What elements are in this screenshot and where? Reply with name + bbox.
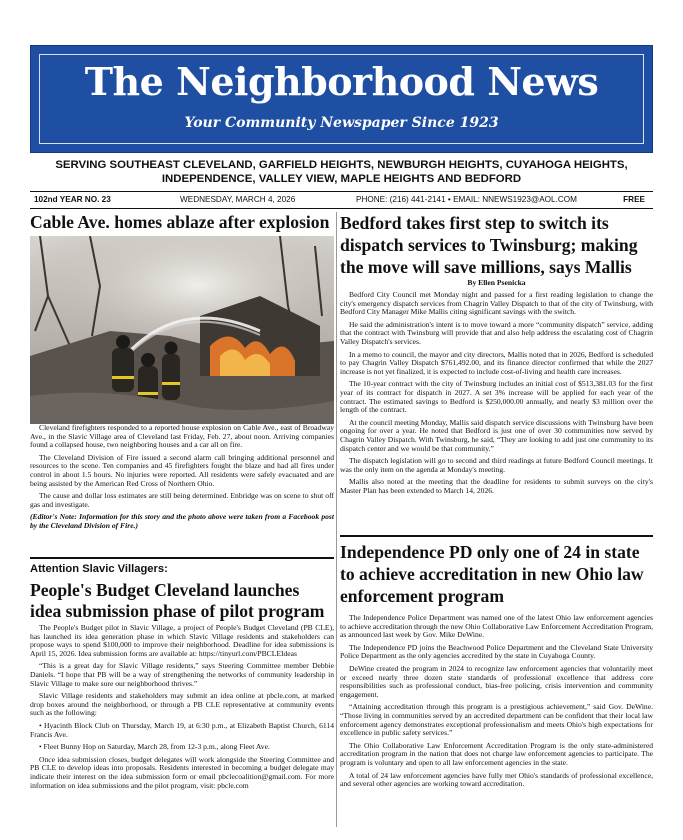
police-paragraph: “Attaining accreditation through this program is a prestigious achievement,” said Gov. DeWine. “Those living in communities served by an accredited department can be confident that their local law enforcement agency demonstrates exceptional professionalism and meets Ohio's high expectations for excellence in public safety services.”	[340, 702, 653, 738]
dispatch-paragraph: In a memo to council, the mayor and city directors, Mallis noted that in 2026, Bedford is scheduled to pay Chagrin Valley Dispatch $761,492.00, and its finance director confirmed that while the 2027 increase is not yet finalized, it is expected to include cost-of-living and health care increases.	[340, 349, 653, 376]
newspaper-tagline: Your Community Newspaper Since 1923	[184, 115, 499, 131]
budget-paragraph: The People's Budget pilot in Slavic Village, a project of People's Budget Cleveland (PB CLE), has launched its idea generation phase in which Slavic Village residents and stakeholders can propose ways to spend $100,000 to improve their neighborhood. Deadline for idea submissions is April 15, 2026. Idea submission forms are available at: https://tinyurl.com/PBCLEIdeas	[30, 623, 334, 658]
police-story-headline: Independence PD only one of 24 in state to achieve accreditation in new Ohio law enforcement program	[340, 542, 644, 606]
dateline-bar	[30, 191, 653, 209]
police-paragraph: DeWine created the program in 2024 to recognize law enforcement agencies that voluntarily meet or exceed nearly three dozen state standards of professional excellence that address core responsibilities such as professional conduct, bias-free policing, crisis intervention and community engagement.	[340, 663, 653, 699]
dispatch-paragraph: Bedford City Council met Monday night and passed for a first reading legislation to change the city's emergency dispatch services from Chagrin Valley Dispatch to that of the city of Twinsburg, with Bedford City Manager Mike Mallis citing significant savings with the switch.	[340, 290, 653, 317]
section-rule	[340, 535, 653, 537]
police-paragraph: The Ohio Collaborative Law Enforcement Accreditation Program is the only state-administered accreditation program in the nation that does not charge law enforcement agencies to participate. The program is voluntary and open to all law enforcement agencies in the state.	[340, 740, 653, 767]
editors-note: (Editor's Note: Information for this story and the photo above were taken from a Facebook post by the Cleveland Division of Fire.)	[30, 512, 334, 530]
dispatch-story-headline: Bedford takes first step to switch its dispatch services to Twinsburg; making the move will save millions, says Mallis	[340, 213, 638, 277]
newspaper-title: The Neighborhood News	[84, 59, 599, 104]
police-story-body	[340, 614, 653, 793]
police-paragraph: A total of 24 law enforcement agencies have fully met Ohio's standards of professional excellence, and several other agencies are working toward accreditation.	[340, 770, 653, 789]
dispatch-paragraph: The 10-year contract with the city of Twinsburg includes an initial cost of $513,381.03 for the first year of its contract for dispatch in 2027. A set 3% increase will be applied for each year of the contract. The estimated savings to Bedford is $250,000.00 annually, and nearly $3 million over the length of the contract.	[340, 379, 653, 415]
column-divider	[336, 212, 337, 827]
contact-info: PHONE: (216) 441-2141 • EMAIL: NNEWS1923@AOL.COM	[356, 195, 577, 204]
budget-story-body	[30, 624, 334, 794]
budget-event-item: • Hyacinth Block Club on Thursday, March 19, at 6:30 p.m., at Elizabeth Baptist Church, 6114 Francis Ave.	[30, 720, 334, 739]
year-issue-number: 102nd YEAR NO. 23	[34, 195, 111, 204]
budget-paragraph: Once idea submission closes, budget delegates will work alongside the Steering Committee and PB CLE to develop ideas into proposals. Residents interested in becoming a budget delegate may indicate their interest on the idea submission form or email pbclecoalition@gmail.com. For more information on idea submissions and the pilot program, visit: pbcle.com	[30, 754, 334, 790]
dispatch-paragraph: The dispatch legislation will go to second and third readings at future Bedford Council meetings. It was the only item on the agenda at Monday's meeting.	[340, 456, 653, 474]
fire-paragraph: The cause and dollar loss estimates are still being determined. Enbridge was on scene to shut off gas and investigate.	[30, 491, 334, 509]
budget-paragraph: Slavic Village residents and stakeholders may submit an idea online at pbcle.com, at marked drop boxes around the neighborhood, or through a PB CLE representative at community events such as the following:	[30, 691, 334, 718]
masthead	[30, 45, 653, 153]
dispatch-byline: By Ellen Psenicka	[467, 278, 526, 287]
police-paragraph: The Independence Police Department was named one of the latest Ohio law enforcement agencies to achieve accreditation through the new Ohio Collaborative Law Enforcement Accreditation Program, as announced last week by Gov. Mike DeWine.	[340, 613, 653, 640]
police-paragraph: The Independence PD joins the Beachwood Police Department and the Cleveland State University Police Department as the only agencies accredited by the state in Cuyahoga County.	[340, 642, 653, 661]
budget-kicker: Attention Slavic Villagers:	[30, 563, 168, 575]
price-label: FREE	[623, 195, 645, 204]
coverage-area-line: SERVING SOUTHEAST CLEVELAND, GARFIELD HEIGHTS, NEWBURGH HEIGHTS, CUYAHOGA HEIGHTS, INDEPENDENCE, VALLEY VIEW, MAPLE HEIGHTS AND BEDFORD	[55, 159, 628, 185]
budget-story-headline: People's Budget Cleveland launches idea submission phase of pilot program	[30, 580, 325, 621]
fire-paragraph: Cleveland firefighters responded to a reported house explosion on Cable Ave., east of Broadway Ave., in the Slavic Village area of Cleveland last Friday, Feb. 27, about noon. Arriving companies found a collapsed house, two neighboring houses and a car all on fire.	[30, 423, 334, 450]
fire-story-headline: Cable Ave. homes ablaze after explosion	[30, 212, 330, 232]
section-rule	[30, 557, 334, 559]
issue-date: WEDNESDAY, MARCH 4, 2026	[180, 195, 296, 204]
budget-event-item: • Fleet Bunny Hop on Saturday, March 28, from 12-3 p.m., along Fleet Ave.	[39, 742, 270, 752]
dispatch-paragraph: Mallis also noted at the meeting that the deadline for residents to submit surveys on the city's Master Plan has been extended to March 14, 2026.	[340, 477, 653, 495]
firefighters-spraying-burning-house-photo	[30, 236, 334, 424]
fire-scene-image	[30, 236, 334, 424]
dispatch-story-body	[340, 291, 653, 499]
fire-paragraph: The Cleveland Division of Fire issued a second alarm call bringing additional personnel and resources to the scene. Ten companies and 45 firefighters fought the blaze and had all fires under control in about 1.5 hours. No injuries were reported. All residents were safely evacuated and are being assisted by the American Red Cross of Northern Ohio.	[30, 452, 334, 488]
budget-paragraph: “This is a great day for Slavic Village residents,” says Steering Committee member Debbie Daniels. “I hope that PB will be a way of strengthening the networks of community leadership in Slavic Village to make sure our neighborhood thrives.”	[30, 661, 334, 688]
fire-story-body	[30, 424, 334, 535]
dispatch-paragraph: He said the administration's intent is to move toward a more “community dispatch” service, adding that the contract with Twinsburg will provide that and also help address the escalating cost of Chagrin Valley Dispatch's services.	[340, 319, 653, 346]
dispatch-paragraph: At the council meeting Monday, Mallis said dispatch service discussions with Twinsburg have been ongoing for over a year. He noted that Bedford is just one of over 30 communities now served by Chagrin Valley Dispatch. With Twinsburg, he said, “They are looking to add just one community to its dispatch center and we would be that community.”	[340, 417, 653, 453]
